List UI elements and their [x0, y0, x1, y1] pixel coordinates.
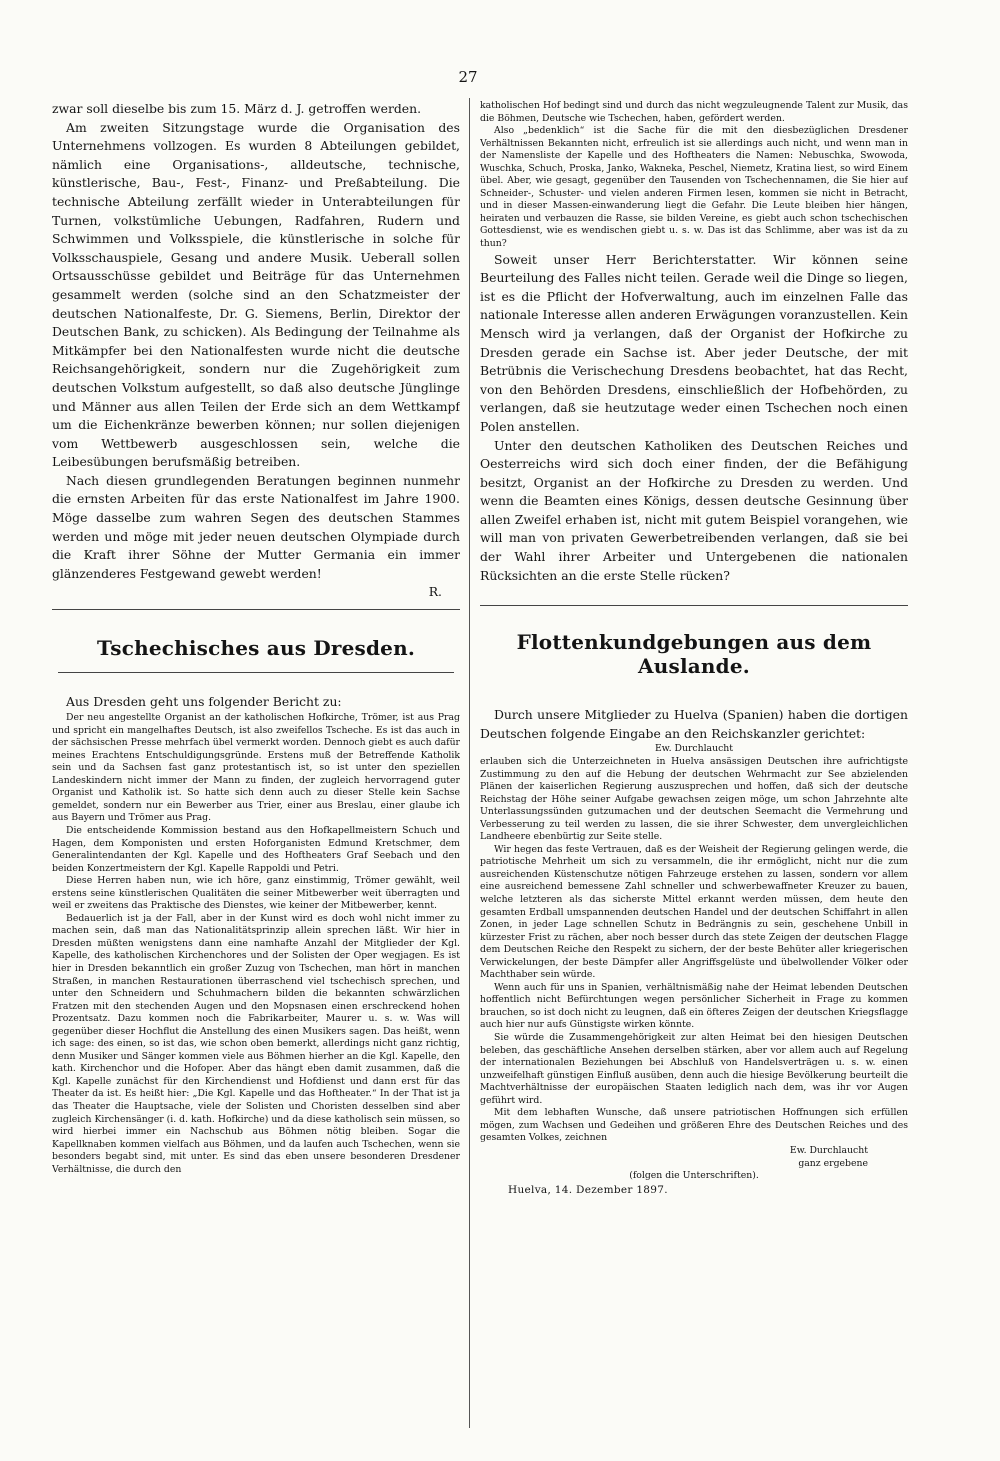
paragraph: Nach diesen grundlegenden Beratungen beginnen nunmehr die ernsten Arbeiten für das erste Nationalfest im Jahre 1900. Möge dasselbe zum wahren Segen des deutschen Stammes werden und möge mit jeder neuen deutschen Olympiade durch die Kraft ihrer Söhne der Mutter Germania ein immer glänzenderes Festgewand gewebt werden!	[52, 472, 460, 581]
petition-paragraph: Mit dem lebhaften Wunsche, daß unsere patriotischen Hoffnungen sich erfüllen mögen, zum Wachsen und Gedeihen und größeren Ehre des Deutschen Reiches und des gesamten Volkes, zeichnen	[480, 1107, 908, 1144]
report-paragraph: Der neu angestellte Organist an der katholischen Hofkirche, Trömer, ist aus Prag und spricht ein mangelhaftes Deutsch, ist also zweifellos Tscheche. Es ist das auch in der sächsischen Presse mehrfach übel vermerkt worden. Dennoch giebt es auch dafür meines Erachtens Entschuldigungsgründe. Erstens muß der Betreffende Katholik sein und da Sachsen fast ganz protestantisch ist, so ist unter den speziellen Landeskindern nicht immer der Mann zu finden, der zugleich hervorragend guter Organist und Katholik ist. So hatte sich denn auch zu dieser Stelle kein Sachse gemeldet, sondern nur ein Bewerber aus Trier, einer aus Breslau, einer glaube ich aus Bayern und Trömer aus Prag.	[52, 712, 460, 824]
article-headline: Tschechisches aus Dresden.	[97, 636, 415, 661]
petition-paragraph: Wir hegen das feste Vertrauen, daß es der Weisheit der Regierung gelingen werde, die patriotische Mehrheit um sich zu versammeln, die ihr ermöglicht, nicht nur die zum ausreichenden Küstenschutze nötigen Fahrzeuge erstehen zu lassen, sondern vor allem eine ausreichend bemessene Zahl schneller und schwerbewaffneter Kreuzer zu bauen, welche letzteren als das sicherste Mittel erkannt werden müssen, dem heute den gesamten Erdball umspannenden deutschen Handel und der deutschen Schiffahrt in allen Zonen, in jeder Lage schnellen Schutz in Bedrängnis zu sein, geschehene Unbill in kürzester Frist zu rächen, aber noch besser durch das stete Zeigen der deutschen Flagge dem Deutschen Reiche den Respekt zu sichern, der der beste Behüter aller kriegerischen Verwickelungen, der beste Dämpfer aller Angriffsgelüste und übelwollender Völker oder Machthaber sein würde.	[480, 843, 908, 981]
left-column	[52, 100, 460, 1423]
report-paragraph: Diese Herren haben nun, wie ich höre, ganz einstimmig, Trömer gewählt, weil erstens seine künstlerischen Qualitäten die seiner Mitbewerber weit überragten und weil er zweitens das Praktische des Dienstes, wie keiner der Mitbewerber, kennt.	[52, 875, 460, 912]
paragraph: Am zweiten Sitzungstage wurde die Organisation des Unternehmens vollzogen. Es wurden 8 Abteilungen gebildet, nämlich eine Organisations-, alldeutsche, technische, künstlerische, Bau-, Fest-, Finanz- und Preßabteilung. Die technische Abteilung zerfällt wieder in Unterabteilungen für Turnen, volkstümliche Uebungen, Radfahren, Rudern und Schwimmen und Volksspiele, die künstlerische in solche für Volksschauspiele, Gesang und andere Musik. Ueberall sollen Ortsausschüsse gebildet und Beiträge für das Unternehmen gesammelt werden (solche sind an den Schatzmeister der deutschen Nationalfeste, Dr. G. Siemens, Berlin, Direktor der Deutschen Bank, zu schicken). Als Bedingung der Teilnahme als Mitkämpfer bei den Nationalfesten wurde nicht die deutsche Reichsangehörigkeit, sondern nur die Zugehörigkeit zum deutschen Volkstum aufgestellt, so daß also deutsche Jünglinge und Männer aus allen Teilen der Erde sich an dem Wettkampf um die Eichenkränze bewerben können; nur sollen diejenigen vom Wettbewerb ausgeschlossen sein, welche die Leibesübungen berufsmäßig betreiben.	[52, 119, 460, 470]
report-paragraph: Die entscheidende Kommission bestand aus den Hofkapellmeistern Schuch und Hagen, dem Komponisten und ersten Hoforganisten Edmund Kretschmer, dem Generalintendanten der Kgl. Kapelle und des Hoftheaters Graf Seebach und den beiden Konzertmeistern der Kgl. Kapelle Rappoldi und Petri.	[52, 824, 460, 874]
page-number: 27	[458, 68, 478, 86]
petition-paragraph: Wenn auch für uns in Spanien, verhältnismäßig nahe der Heimat lebenden Deutschen hoffentlich nicht Befürchtungen wegen persönlicher Sicherheit in Frage zu kommen brauchen, so ist doch nicht zu leugnen, daß ein öfteres Zeigen der deutschen Kriegsflagge auch hier nur aufs Günstigste wirken könnte.	[480, 981, 908, 1031]
article-intro: Aus Dresden geht uns folgender Bericht zu:	[66, 694, 342, 710]
author-signature: R.	[428, 584, 442, 600]
column-divider	[469, 98, 470, 1428]
report-paragraph: Bedauerlich ist ja der Fall, aber in der Kunst wird es doch wohl nicht immer zu machen sein, daß man das Nationalitätsprinzip allein sprechen läßt. Wir hier in Dresden müßten wenigstens dann eine namhafte Anzahl der Mitglieder der Kgl. Kapelle, des katholischen Kirchenchores und der Solisten der Oper wegjagen. Es ist hier in Dresden bekanntlich ein großer Zuzug von Tschechen, man hört in manchen Straßen, in manchen Restaurationen überraschend viel tschechisch sprechen, und unter den Schneidern und Schuhmachern bilden die bekannten schwärzlichen Fratzen mit den stechenden Augen und den Mopsnasen einen erschreckend hohen Prozentsatz. Dazu kommen noch die Fabrikarbeiter, Maurer u. s. w. Was will gegenüber dieser Hochflut die Anstellung des einen Musikers sagen. Das heißt, wenn ich sage: des einen, so ist das, wie schon oben bemerkt, allerdings nicht ganz richtig, denn Musiker und Sänger kommen viele aus Böhmen hierher an die Kgl. Kapelle, den kath. Kirchenchor und die Hofoper. Aber das hängt eben damit zusammen, daß die Kgl. Kapelle zunächst für den Kirchendienst und Hofdienst und dann erst für das Theater da ist. Es heißt hier: „Die Kgl. Kapelle und das Hoftheater.“ In der That ist ja das Theater die Hauptsache, viele der Solisten und Choristen desselben sind aber zugleich Kirchensänger (i. d. kath. Hofkirche) und da diese katholisch sein müssen, so wird hierbei immer ein Nachschub aus Böhmen nötig bleiben. Sogar die Kapellknaben kommen vielfach aus Böhmen, und da laufen auch Tschechen, wenn sie besonders begabt sind, mit unter. Es sind das eben unsere besonderen Dresdener Verhältnisse, die durch den	[52, 912, 460, 1175]
closing-phrase: ganz ergebene	[798, 1157, 868, 1169]
right-column	[480, 100, 908, 1423]
petition-paragraph: erlauben sich die Unterzeichneten in Huelva ansässigen Deutschen ihre aufrichtigste Zustimmung zu den auf die Hebung der deutschen Wehrmacht zur See abzielenden Plänen der kaiserlichen Regierung auszusprechen und hoffen, daß sich der deutsche Reichstag der Höhe seiner Aufgabe gewachsen zeigen möge, um schon Jahrzehnte alte Unterlassungssünden gutzumachen und der deutschen Seemacht die Vermehrung und Verbesserung zu teil werden zu lassen, die sie ihrer Schwester, dem unvergleichlichen Landheere ebenbürtig zur Seite stelle.	[480, 755, 908, 843]
commentary-paragraph: Unter den deutschen Katholiken des Deutschen Reiches und Oesterreichs wird sich doch einer finden, der die Befähigung besitzt, Organist an der Hofkirche zu Dresden zu werden. Und wenn die Beamten eines Königs, dessen deutsche Gesinnung über allen Zweifel erhaben ist, nicht mit gutem Beispiel vorangehen, wie will man von privaten Gewerbetreibenden verlangen, daß sie bei der Wahl ihrer Arbeiter und Untergebenen die nationalen Rücksichten an die erste Stelle rücken?	[480, 437, 908, 583]
petition-salutation: Ew. Durchlaucht	[654, 743, 734, 755]
petition-paragraph: Sie würde die Zusammengehörigkeit zur alten Heimat bei den hiesigen Deutschen beleben, das geschäftliche Ansehen derselben stärken, aber vor allem auch auf Regelung der internationalen Beziehungen bei Abschluß von Handelsverträgen u. s. w. einen unzweifelhaft günstigen Einfluß ausüben, denn auch die hiesige Bevölkerung beurteilt die Machtverhältnisse der europäischen Staaten lediglich nach dem, was ihr vor Augen geführt wird.	[480, 1032, 908, 1106]
headline-rule	[58, 672, 454, 673]
commentary-paragraph: Soweit unser Herr Berichterstatter. Wir können seine Beurteilung des Falles nicht teilen. Gerade weil die Dinge so liegen, ist es die Pflicht der Hofverwaltung, auch im einzelnen Falle das nationale Interesse allen anderen Erwägungen voranzustellen. Kein Mensch wird ja verlangen, daß der Organist der Hofkirche zu Dresden gerade ein Sachse ist. Aber jeder Deutsche, der mit Betrübnis die Verischechung Dresdens beobachtet, hat das Recht, von den Behörden Dresdens, einschließlich der Hofbehörden, zu verlangen, daß sie heutzutage weder einen Tschechen noch einen Polen anstellen.	[480, 251, 908, 434]
report-paragraph: Also „bedenklich“ ist die Sache für die mit den diesbezüglichen Dresdener Verhältnissen Bekannten nicht, erfreulich ist sie allerdings auch nicht, und wenn man in der Namensliste der Kapelle und des Hoftheaters die Namen: Nebuschka, Swowoda, Wuschka, Schuch, Proska, Janko, Wakneka, Peschel, Niemetz, Kratina liest, so wird Einem übel. Aber, wie gesagt, gegenüber den Tausenden von Tschechennamen, die Sie hier auf Schneider-, Schuster- und vielen anderen Firmen lesen, kommen sie nicht in Betracht, und in dieser Massen-einwanderung liegt die Gefahr. Die Leute bleiben hier hängen, heiraten und verbauzen die Rasse, sie bilden Vereine, es giebt auch schon tschechischen Gottesdienst, wie es wendischen giebt u. s. w. Das ist das Schlimme, aber was ist da zu thun?	[480, 125, 908, 250]
dateline: Huelva, 14. Dezember 1897.	[508, 1183, 668, 1196]
article-intro: Durch unsere Mitglieder zu Huelva (Spanien) haben die dortigen Deutschen folgende Eingabe an den Reichskanzler gerichtet:	[480, 707, 908, 741]
section-separator	[480, 605, 908, 606]
paragraph: zwar soll dieselbe bis zum 15. März d. J. getroffen werden.	[52, 101, 422, 116]
report-paragraph: katholischen Hof bedingt sind und durch das nicht wegzuleugnende Talent zur Musik, das die Böhmen, Deutsche wie Tschechen, haben, gefördert werden.	[480, 100, 908, 124]
closing-address: Ew. Durchlaucht	[789, 1144, 868, 1156]
signatures-note: (folgen die Unterschriften).	[629, 1170, 759, 1182]
article-headline: Flottenkundgebungen aus dem Auslande.	[516, 630, 872, 679]
section-separator	[52, 609, 460, 610]
